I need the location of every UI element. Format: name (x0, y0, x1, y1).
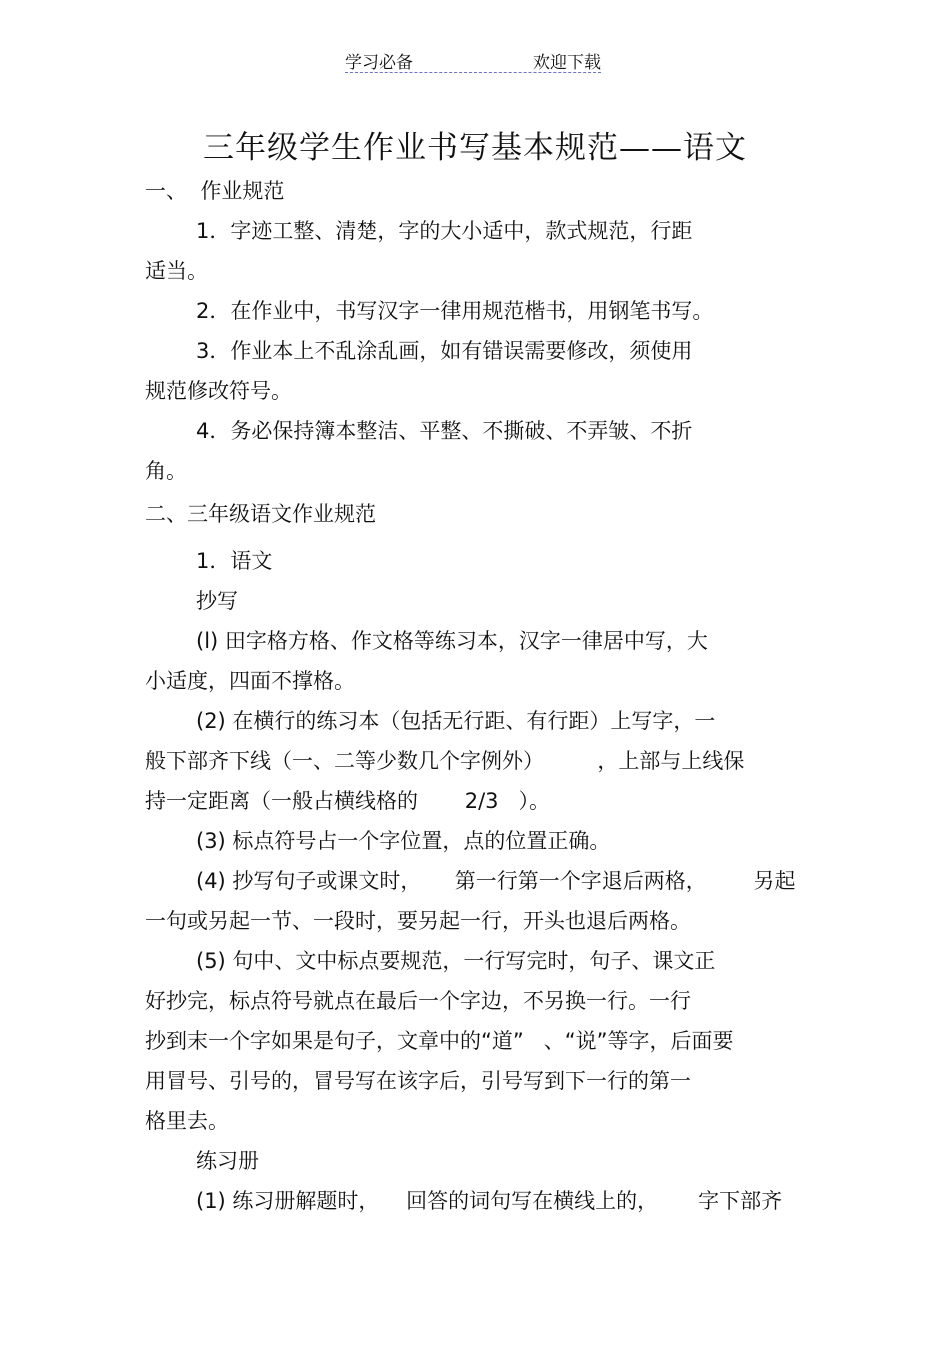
paragraph-line: 用冒号、引号的，冒号写在该字后，引号写到下一行的第一 (145, 1069, 691, 1093)
paragraph-line: 小适度，四面不撑格。 (145, 669, 355, 693)
paragraph-line: 3．作业本上不乱涂乱画，如有错误需要修改，须使用 (196, 339, 693, 363)
subheading: 抄写 (196, 589, 238, 613)
paragraph-line: (1) 练习册解题时， 回答的词句写在横线上的， 字下部齐 (196, 1189, 783, 1213)
paragraph-line: (2) 在横行的练习本（包括无行距、有行距）上写字，一 (196, 709, 716, 733)
paragraph-line: 角。 (145, 459, 187, 483)
subheading: 练习册 (196, 1149, 259, 1173)
paragraph-line: (4) 抄写句子或课文时， 第一行第一个字退后两格， 另起 (196, 869, 796, 893)
paragraph-line: 般下部齐下线（一、二等少数几个字例外） ，上部与上线保 (145, 749, 745, 773)
paragraph-line: (l) 田字格方格、作文格等练习本，汉字一律居中写，大 (196, 629, 708, 653)
paragraph-line: 适当。 (145, 259, 208, 283)
paragraph-line: (5) 句中、文中标点要规范，一行写完时，句子、课文正 (196, 949, 716, 973)
paragraph-line: 规范修改符号。 (145, 379, 292, 403)
paragraph-line: 持一定距离（一般占横线格的 2/3 ）。 (145, 789, 551, 813)
subheading: 1．语文 (196, 549, 273, 573)
paragraph-line: 格里去。 (145, 1109, 229, 1133)
paragraph-line: 一句或另起一节、一段时，要另起一行，开头也退后两格。 (145, 909, 691, 933)
page-header (345, 48, 601, 73)
header-right-text: 欢迎下载 (533, 53, 601, 73)
section-heading-2: 二、三年级语文作业规范 (145, 502, 376, 526)
section-heading-1: 一、 作业规范 (145, 179, 285, 203)
paragraph-line: 2．在作业中，书写汉字一律用规范楷书，用钢笔书写。 (196, 299, 714, 323)
paragraph-line: 4．务必保持簿本整洁、平整、不撕破、不弄皱、不折 (196, 419, 693, 443)
paragraph-line: 1．字迹工整、清楚，字的大小适中，款式规范，行距 (196, 219, 693, 243)
document-title: 三年级学生作业书写基本规范——语文 (203, 130, 747, 166)
paragraph-line: (3) 标点符号占一个字位置，点的位置正确。 (196, 829, 611, 853)
paragraph-line: 好抄完，标点符号就点在最后一个字边，不另换一行。一行 (145, 989, 691, 1013)
paragraph-line: 抄到末一个字如果是句子，文章中的“道” 、“说”等字，后面要 (145, 1029, 734, 1053)
header-left-text: 学习必备 (345, 53, 413, 73)
